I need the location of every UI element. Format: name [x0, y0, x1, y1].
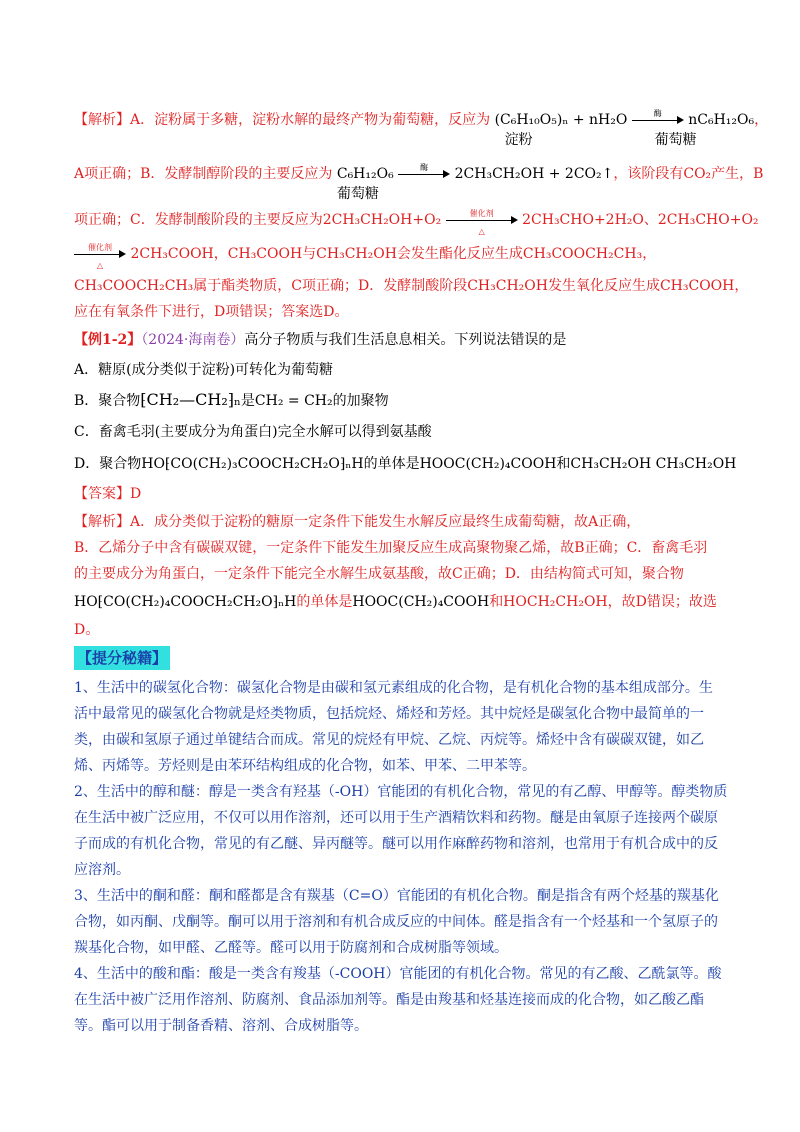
analysis1-line5: [74, 276, 749, 296]
analysis1-line4: [74, 243, 740, 270]
analysis2-line5: [74, 620, 740, 640]
option-d-monomer: HOOC(CH₂)₄COOH: [419, 456, 557, 472]
analysis2-line3: [74, 564, 740, 584]
option-d-mid: 的单体是: [363, 456, 420, 472]
tips-paragraph-2-line: 在生活中被广泛应用，不仅可以用作溶剂，还可以用于生产酒精饮料和药物。醚是由氧原子连接两个碳原: [74, 810, 718, 826]
option-c-text: C．畜禽毛羽(主要成分为角蛋白)完全水解可以得到氨基酸: [74, 424, 432, 440]
answer-value: D: [130, 486, 142, 502]
analysis-text: 的单体是: [296, 594, 353, 610]
option-b: [74, 390, 740, 411]
analysis2-line1: [74, 512, 740, 532]
analysis-text: A．成分类似于淀粉的糖原一定条件下能发生水解反应最终生成葡萄糖，故A正确，: [130, 514, 641, 530]
reaction-heat: △: [96, 261, 104, 270]
example-tag: 【例1-2】: [74, 332, 142, 348]
analysis-text: A．淀粉属于多糖，淀粉水解的最终产物为葡萄糖，反应为: [130, 112, 491, 128]
option-b-formula: ⁅CH₂—CH₂⁆ₙ: [140, 390, 241, 409]
reaction-condition: 酶: [653, 109, 662, 118]
analysis-text: CH₃COOCH₂CH₃属于酯类物质，C项正确；D．发酵制酸阶段CH₃CH₂OH发生氧化反应生成CH₃COOH，: [74, 278, 749, 294]
analysis2-line2: [74, 538, 740, 558]
example-question: [74, 330, 740, 350]
tips-title: 【提分秘籍】: [74, 646, 170, 670]
analysis-text: 和HOCH₂CH₂OH，故D错误；故选: [489, 594, 717, 610]
option-d-suffix: 和CH₃CH₂OH CH₃CH₂OH: [556, 456, 737, 472]
analysis-text: 项正确；C．发酵制酸阶段的主要反应为2CH₃CH₂OH+O₂: [74, 212, 442, 228]
answer-tag: 【答案】: [74, 486, 130, 502]
analysis1-line2: [74, 163, 764, 202]
analysis-text: D。: [74, 622, 100, 638]
under-label-glucose: 葡萄糖: [654, 132, 697, 148]
reaction-heat: △: [478, 227, 485, 236]
equation-rhs: 2CH₃CH₂OH + 2CO₂↑: [454, 166, 614, 182]
equation-lhs: C₆H₁₂O₆: [336, 166, 394, 182]
analysis-text: 的主要成分为角蛋白，一定条件下能完全水解生成氨基酸，故C正确；D．由结构简式可知，聚合物: [74, 566, 684, 582]
starch-hydrolysis-equation: [494, 109, 755, 148]
tips-paragraph-4-line: 等。酯可以用于制备香精、溶剂、合成树脂等。: [74, 1018, 368, 1034]
tips-paragraph-1-line: 烯、丙烯等。芳烃则是由苯环结构组成的化合物，如苯、甲苯、二甲苯等。: [74, 758, 536, 774]
option-d-prefix: D．聚合物: [74, 456, 142, 472]
analysis1-line6: [74, 302, 740, 322]
option-b-suffix: 是CH₂ = CH₂的加聚物: [240, 393, 389, 409]
reaction-arrow: [74, 243, 126, 270]
analysis-text: 应在有氧条件下进行，D项错误；答案选D。: [74, 304, 349, 320]
option-c: [74, 422, 740, 442]
under-label-starch: 淀粉: [504, 132, 533, 148]
under-label-glucose: 葡萄糖: [336, 186, 379, 202]
tips-paragraph-2-line: 2、生活中的醇和醚：醇是一类含有羟基（-OH）官能团的有机化合物，常见的有乙醇、甲醇等。醇类物质: [74, 784, 728, 800]
tips-paragraph-1-line: 1、生活中的碳氢化合物：碳氢化合物是由碳和氢元素组成的化合物，是有机化合物的基本组成部分。生: [74, 680, 713, 696]
tips-paragraph-4-line: 在生活中被广泛用作溶剂、防腐剂、食品添加剂等。酯是由羧基和烃基连接而成的化合物，如乙酸乙酯: [74, 992, 704, 1008]
option-b-prefix: B．聚合物: [74, 393, 141, 409]
question-text: 高分子物质与我们生活息息相关。下列说法错误的是: [244, 332, 567, 348]
option-d-formula: HO⁅CO(CH₂)₃COOCH₂CH₂O⁆ₙH: [141, 456, 364, 472]
tips-paragraph-3-line: 3、生活中的酮和醛：酮和醛都是含有羰基（C=O）官能团的有机化合物。酮是指含有两个烃基的羰基化: [74, 888, 719, 904]
reaction-arrow: [398, 163, 450, 180]
analysis-tag: 【解析】: [74, 112, 130, 128]
tips-paragraph-1-line: 类，由碳和氢原子通过单键结合而成。常见的烷烃有甲烷、乙烷、丙烷等。烯烃中含有碳碳双键，如乙: [74, 732, 704, 748]
reaction-condition: 催化剂: [88, 243, 112, 252]
tips-paragraph-4-line: 4、生活中的酸和酯：酸是一类含有羧基（-COOH）官能团的有机化合物。常见的有乙酸、乙酰氯等。酸: [74, 966, 722, 982]
fermentation-equation: [336, 163, 614, 202]
analysis-text: A项正确；B．发酵制醇阶段的主要反应为: [74, 166, 333, 182]
reaction-arrow: [446, 209, 518, 236]
tips-paragraph-2-line: 应溶剂。: [74, 862, 130, 878]
analysis-text: 2CH₃CHO+2H₂O、2CH₃CHO+O₂: [522, 212, 759, 228]
analysis-text: B．乙烯分子中含有碳碳双键，一定条件下能发生加聚反应生成高聚物聚乙烯，故B正确；C．畜禽毛羽: [74, 540, 708, 556]
analysis-text: 2CH₃COOH，CH₃COOH与CH₃CH₂OH会发生酯化反应生成CH₃COOCH₂CH₃，: [130, 246, 657, 262]
option-a: [74, 360, 740, 380]
analysis-tag: 【解析】: [74, 514, 130, 530]
tips-paragraph-2-line: 子而成的有机化合物，常见的有乙醚、异丙醚等。醚可以用作麻醉药物和溶剂，也常用于有机合成中的反: [74, 836, 718, 852]
tips-paragraph-1-line: 活中最常见的碳氢化合物就是烃类物质，包括烷烃、烯烃和芳烃。其中烷烃是碳氢化合物中最简单的一: [74, 706, 704, 722]
analysis-text: ，该阶段有CO₂产生，B: [613, 166, 764, 182]
analysis-punct: ，: [754, 112, 769, 128]
monomer-formula: HOOC(CH₂)₄COOH: [352, 594, 490, 610]
analysis1-line3: [74, 209, 759, 236]
reaction-condition: 催化剂: [469, 209, 494, 218]
option-d: [74, 454, 740, 474]
reaction-condition: 酶: [420, 163, 429, 172]
polymer-formula: HO⁅CO(CH₂)₄COOCH₂CH₂O⁆ₙH: [74, 594, 297, 610]
analysis1-line1: [74, 109, 769, 148]
reaction-arrow: [632, 109, 684, 126]
equation-rhs: nC₆H₁₂O₆: [688, 112, 755, 128]
tips-paragraph-3-line: 合物，如丙酮、戊酮等。酮可以用于溶剂和有机合成反应的中间体。醛是指含有一个烃基和一个氢原子的: [74, 914, 718, 930]
equation-lhs: (C₆H₁₀O₅)ₙ + nH₂O: [494, 112, 628, 128]
answer-line: [74, 484, 740, 504]
example-source: （2024·海南卷）: [141, 332, 245, 348]
analysis2-line4: [74, 592, 740, 612]
tips-paragraph-3-line: 羰基化合物，如甲醛、乙醛等。醛可以用于防腐剂和合成树脂等领域。: [74, 940, 508, 956]
option-a-text: A．糖原(成分类似于淀粉)可转化为葡萄糖: [74, 362, 334, 378]
